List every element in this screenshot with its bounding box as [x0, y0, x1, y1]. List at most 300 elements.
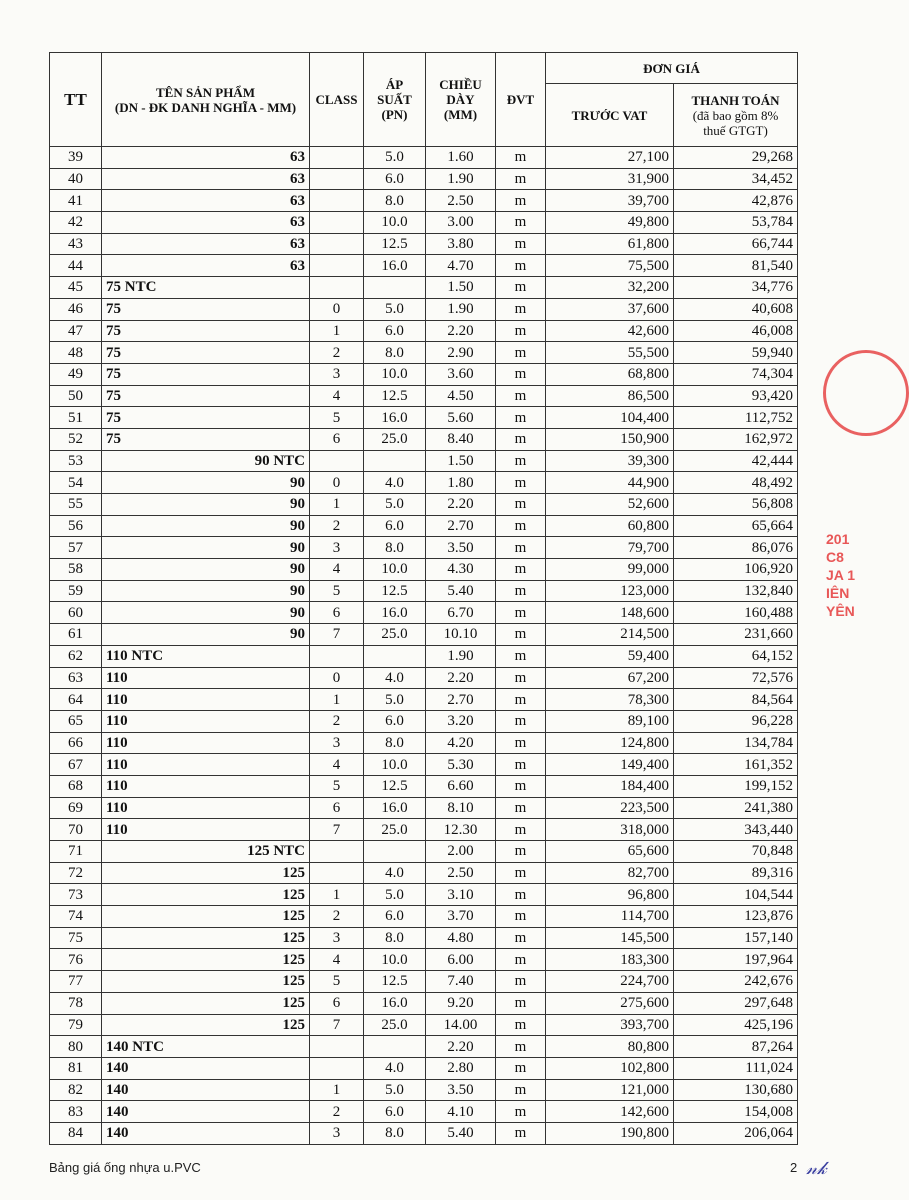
row-number: 84: [50, 1122, 102, 1144]
red-company-seal: [826, 530, 866, 690]
unit-cell: m: [496, 732, 546, 754]
price-with-vat: 199,152: [674, 775, 798, 797]
class-cell: 7: [310, 819, 364, 841]
price-with-vat: 297,648: [674, 992, 798, 1014]
table-row: [50, 255, 798, 277]
price-before-vat: 68,800: [546, 363, 674, 385]
row-number: 61: [50, 624, 102, 646]
class-cell: 3: [310, 732, 364, 754]
table-row: [50, 732, 798, 754]
price-with-vat: 56,808: [674, 494, 798, 516]
price-before-vat: 49,800: [546, 212, 674, 234]
price-before-vat: 79,700: [546, 537, 674, 559]
pressure-cell: 8.0: [364, 537, 426, 559]
price-before-vat: 42,600: [546, 320, 674, 342]
price-before-vat: 142,600: [546, 1101, 674, 1123]
row-number: 39: [50, 147, 102, 169]
product-size: 63: [102, 147, 310, 169]
thickness-cell: 1.80: [426, 472, 496, 494]
price-with-vat: 65,664: [674, 515, 798, 537]
row-number: 55: [50, 494, 102, 516]
price-before-vat: 39,700: [546, 190, 674, 212]
class-cell: [310, 862, 364, 884]
product-size: 125 NTC: [102, 841, 310, 863]
table-row: [50, 602, 798, 624]
row-number: 77: [50, 971, 102, 993]
unit-cell: m: [496, 884, 546, 906]
product-size: 63: [102, 190, 310, 212]
product-size: 90 NTC: [102, 450, 310, 472]
row-number: 43: [50, 233, 102, 255]
product-size: 125: [102, 971, 310, 993]
price-table: [49, 52, 798, 1145]
thickness-cell: 2.00: [426, 841, 496, 863]
pressure-cell: 16.0: [364, 255, 426, 277]
product-size: 140: [102, 1057, 310, 1079]
pressure-cell: 25.0: [364, 428, 426, 450]
product-size: 140 NTC: [102, 1036, 310, 1058]
pressure-cell: 6.0: [364, 168, 426, 190]
price-with-vat: 42,876: [674, 190, 798, 212]
row-number: 62: [50, 645, 102, 667]
row-number: 51: [50, 407, 102, 429]
class-cell: [310, 190, 364, 212]
pressure-cell: 4.0: [364, 472, 426, 494]
thickness-cell: 14.00: [426, 1014, 496, 1036]
thickness-cell: 4.80: [426, 927, 496, 949]
price-before-vat: 214,500: [546, 624, 674, 646]
pressure-cell: 6.0: [364, 906, 426, 928]
header-price-group: ĐƠN GIÁ: [546, 53, 798, 84]
price-before-vat: 61,800: [546, 233, 674, 255]
thickness-cell: 5.40: [426, 580, 496, 602]
class-cell: 3: [310, 1122, 364, 1144]
thickness-cell: 5.30: [426, 754, 496, 776]
thickness-cell: 6.70: [426, 602, 496, 624]
row-number: 40: [50, 168, 102, 190]
unit-cell: m: [496, 472, 546, 494]
class-cell: 2: [310, 710, 364, 732]
table-row: [50, 775, 798, 797]
class-cell: 5: [310, 580, 364, 602]
thickness-cell: 1.90: [426, 168, 496, 190]
row-number: 72: [50, 862, 102, 884]
row-number: 70: [50, 819, 102, 841]
table-row: [50, 992, 798, 1014]
class-cell: 3: [310, 537, 364, 559]
price-before-vat: 148,600: [546, 602, 674, 624]
product-size: 140: [102, 1122, 310, 1144]
price-with-vat: 70,848: [674, 841, 798, 863]
pressure-cell: 4.0: [364, 667, 426, 689]
pressure-cell: 12.5: [364, 580, 426, 602]
unit-cell: m: [496, 841, 546, 863]
table-row: [50, 1101, 798, 1123]
class-cell: [310, 1036, 364, 1058]
pressure-cell: 25.0: [364, 819, 426, 841]
table-row: [50, 212, 798, 234]
class-cell: 4: [310, 385, 364, 407]
row-number: 56: [50, 515, 102, 537]
table-row: [50, 1036, 798, 1058]
product-size: 110: [102, 732, 310, 754]
class-cell: 5: [310, 775, 364, 797]
price-with-vat: 84,564: [674, 689, 798, 711]
table-row: [50, 1014, 798, 1036]
price-before-vat: 44,900: [546, 472, 674, 494]
thickness-cell: 3.10: [426, 884, 496, 906]
class-cell: [310, 255, 364, 277]
pressure-cell: 10.0: [364, 559, 426, 581]
thickness-cell: 3.50: [426, 537, 496, 559]
class-cell: 4: [310, 754, 364, 776]
price-before-vat: 393,700: [546, 1014, 674, 1036]
pressure-cell: 10.0: [364, 754, 426, 776]
table-row: [50, 862, 798, 884]
table-row: [50, 385, 798, 407]
class-cell: [310, 1057, 364, 1079]
table-row: [50, 949, 798, 971]
table-row: [50, 710, 798, 732]
price-before-vat: 75,500: [546, 255, 674, 277]
price-before-vat: 55,500: [546, 342, 674, 364]
class-cell: [310, 841, 364, 863]
thickness-cell: 5.60: [426, 407, 496, 429]
row-number: 60: [50, 602, 102, 624]
product-size: 125: [102, 949, 310, 971]
price-with-vat: 59,940: [674, 342, 798, 364]
class-cell: 0: [310, 472, 364, 494]
class-cell: 5: [310, 971, 364, 993]
price-with-vat: 197,964: [674, 949, 798, 971]
thickness-cell: 4.50: [426, 385, 496, 407]
product-size: 90: [102, 537, 310, 559]
row-number: 79: [50, 1014, 102, 1036]
unit-cell: m: [496, 277, 546, 299]
unit-cell: m: [496, 298, 546, 320]
unit-cell: m: [496, 1101, 546, 1123]
row-number: 49: [50, 363, 102, 385]
unit-cell: m: [496, 190, 546, 212]
thickness-cell: 2.50: [426, 190, 496, 212]
row-number: 80: [50, 1036, 102, 1058]
class-cell: 1: [310, 884, 364, 906]
table-row: [50, 233, 798, 255]
pressure-cell: 5.0: [364, 689, 426, 711]
unit-cell: m: [496, 1079, 546, 1101]
unit-cell: m: [496, 255, 546, 277]
unit-cell: m: [496, 819, 546, 841]
thickness-cell: 1.90: [426, 298, 496, 320]
price-with-vat: 74,304: [674, 363, 798, 385]
pressure-cell: 16.0: [364, 602, 426, 624]
thickness-cell: 1.60: [426, 147, 496, 169]
pressure-cell: 8.0: [364, 927, 426, 949]
price-with-vat: 161,352: [674, 754, 798, 776]
product-size: 75: [102, 342, 310, 364]
price-before-vat: 318,000: [546, 819, 674, 841]
pressure-cell: 8.0: [364, 1122, 426, 1144]
class-cell: [310, 645, 364, 667]
row-number: 44: [50, 255, 102, 277]
row-number: 64: [50, 689, 102, 711]
pressure-cell: 5.0: [364, 147, 426, 169]
price-before-vat: 60,800: [546, 515, 674, 537]
price-with-vat: 162,972: [674, 428, 798, 450]
unit-cell: m: [496, 862, 546, 884]
unit-cell: m: [496, 689, 546, 711]
row-number: 42: [50, 212, 102, 234]
price-before-vat: 27,100: [546, 147, 674, 169]
product-size: 110: [102, 667, 310, 689]
thickness-cell: 5.40: [426, 1122, 496, 1144]
row-number: 63: [50, 667, 102, 689]
product-size: 125: [102, 1014, 310, 1036]
class-cell: 7: [310, 624, 364, 646]
class-cell: 0: [310, 298, 364, 320]
price-before-vat: 52,600: [546, 494, 674, 516]
price-with-vat: 157,140: [674, 927, 798, 949]
pressure-cell: 16.0: [364, 797, 426, 819]
price-before-vat: 80,800: [546, 1036, 674, 1058]
price-before-vat: 32,200: [546, 277, 674, 299]
pressure-cell: 5.0: [364, 884, 426, 906]
price-with-vat: 42,444: [674, 450, 798, 472]
thickness-cell: 2.20: [426, 494, 496, 516]
table-row: [50, 320, 798, 342]
seal-text: YÊN: [826, 603, 855, 619]
thickness-cell: 4.10: [426, 1101, 496, 1123]
price-with-vat: 241,380: [674, 797, 798, 819]
thickness-cell: 2.70: [426, 515, 496, 537]
pressure-cell: 8.0: [364, 732, 426, 754]
price-with-vat: 134,784: [674, 732, 798, 754]
price-table-body: [50, 147, 798, 1145]
class-cell: 4: [310, 949, 364, 971]
unit-cell: m: [496, 992, 546, 1014]
price-before-vat: 190,800: [546, 1122, 674, 1144]
pressure-cell: [364, 277, 426, 299]
price-before-vat: 223,500: [546, 797, 674, 819]
price-before-vat: 82,700: [546, 862, 674, 884]
class-cell: 3: [310, 927, 364, 949]
class-cell: [310, 147, 364, 169]
class-cell: 1: [310, 320, 364, 342]
price-before-vat: 78,300: [546, 689, 674, 711]
pressure-cell: 8.0: [364, 190, 426, 212]
price-before-vat: 31,900: [546, 168, 674, 190]
row-number: 53: [50, 450, 102, 472]
thickness-cell: 3.80: [426, 233, 496, 255]
thickness-cell: 2.50: [426, 862, 496, 884]
price-with-vat: 87,264: [674, 1036, 798, 1058]
unit-cell: m: [496, 342, 546, 364]
unit-cell: m: [496, 233, 546, 255]
unit-cell: m: [496, 537, 546, 559]
unit-cell: m: [496, 363, 546, 385]
pressure-cell: 25.0: [364, 624, 426, 646]
class-cell: 5: [310, 407, 364, 429]
class-cell: 7: [310, 1014, 364, 1036]
price-before-vat: 65,600: [546, 841, 674, 863]
row-number: 68: [50, 775, 102, 797]
thickness-cell: 6.60: [426, 775, 496, 797]
row-number: 45: [50, 277, 102, 299]
unit-cell: m: [496, 515, 546, 537]
thickness-cell: 4.20: [426, 732, 496, 754]
table-row: [50, 190, 798, 212]
table-row: [50, 797, 798, 819]
product-size: 90: [102, 559, 310, 581]
product-size: 110 NTC: [102, 645, 310, 667]
class-cell: 2: [310, 342, 364, 364]
product-size: 75: [102, 320, 310, 342]
product-size: 90: [102, 472, 310, 494]
thickness-cell: 3.20: [426, 710, 496, 732]
class-cell: [310, 212, 364, 234]
pressure-cell: 5.0: [364, 1079, 426, 1101]
product-size: 140: [102, 1101, 310, 1123]
price-before-vat: 104,400: [546, 407, 674, 429]
row-number: 73: [50, 884, 102, 906]
row-number: 81: [50, 1057, 102, 1079]
unit-cell: m: [496, 645, 546, 667]
row-number: 75: [50, 927, 102, 949]
price-before-vat: 114,700: [546, 906, 674, 928]
price-with-vat: 48,492: [674, 472, 798, 494]
product-size: 125: [102, 862, 310, 884]
row-number: 71: [50, 841, 102, 863]
class-cell: 2: [310, 906, 364, 928]
price-before-vat: 37,600: [546, 298, 674, 320]
unit-cell: m: [496, 971, 546, 993]
product-size: 110: [102, 797, 310, 819]
price-before-vat: 99,000: [546, 559, 674, 581]
header-thickness: CHIỀU DÀY (MM): [426, 53, 496, 147]
pressure-cell: 25.0: [364, 1014, 426, 1036]
table-row: [50, 841, 798, 863]
price-with-vat: 34,776: [674, 277, 798, 299]
unit-cell: m: [496, 407, 546, 429]
unit-cell: m: [496, 147, 546, 169]
price-before-vat: 67,200: [546, 667, 674, 689]
unit-cell: m: [496, 927, 546, 949]
row-number: 59: [50, 580, 102, 602]
pressure-cell: 6.0: [364, 320, 426, 342]
product-size: 110: [102, 754, 310, 776]
product-size: 90: [102, 624, 310, 646]
product-size: 63: [102, 168, 310, 190]
pressure-cell: 16.0: [364, 992, 426, 1014]
price-with-vat: 160,488: [674, 602, 798, 624]
product-size: 75 NTC: [102, 277, 310, 299]
product-size: 90: [102, 580, 310, 602]
class-cell: 6: [310, 428, 364, 450]
class-cell: 1: [310, 494, 364, 516]
product-size: 90: [102, 602, 310, 624]
thickness-cell: 1.50: [426, 450, 496, 472]
price-with-vat: 154,008: [674, 1101, 798, 1123]
row-number: 47: [50, 320, 102, 342]
thickness-cell: 2.20: [426, 667, 496, 689]
table-row: [50, 689, 798, 711]
price-before-vat: 86,500: [546, 385, 674, 407]
table-row: [50, 472, 798, 494]
price-with-vat: 64,152: [674, 645, 798, 667]
product-size: 125: [102, 992, 310, 1014]
seal-text: JA 1: [826, 567, 856, 583]
pressure-cell: [364, 450, 426, 472]
table-row: [50, 428, 798, 450]
class-cell: [310, 277, 364, 299]
class-cell: 1: [310, 1079, 364, 1101]
unit-cell: m: [496, 754, 546, 776]
price-with-vat: 66,744: [674, 233, 798, 255]
product-size: 75: [102, 407, 310, 429]
thickness-cell: 12.30: [426, 819, 496, 841]
price-before-vat: 123,000: [546, 580, 674, 602]
row-number: 54: [50, 472, 102, 494]
pressure-cell: 4.0: [364, 862, 426, 884]
price-before-vat: 59,400: [546, 645, 674, 667]
row-number: 65: [50, 710, 102, 732]
pressure-cell: 5.0: [364, 494, 426, 516]
class-cell: 6: [310, 797, 364, 819]
price-with-vat: 34,452: [674, 168, 798, 190]
price-before-vat: 89,100: [546, 710, 674, 732]
header-unit: ĐVT: [496, 53, 546, 147]
table-row: [50, 298, 798, 320]
row-number: 48: [50, 342, 102, 364]
unit-cell: m: [496, 1014, 546, 1036]
table-row: [50, 1057, 798, 1079]
handwritten-signature: 𝓃𝓀: [806, 1158, 827, 1178]
unit-cell: m: [496, 1122, 546, 1144]
table-row: [50, 494, 798, 516]
unit-cell: m: [496, 949, 546, 971]
table-row: [50, 754, 798, 776]
price-with-vat: 106,920: [674, 559, 798, 581]
table-row: [50, 624, 798, 646]
price-with-vat: 46,008: [674, 320, 798, 342]
unit-cell: m: [496, 494, 546, 516]
pressure-cell: 10.0: [364, 212, 426, 234]
price-before-vat: 39,300: [546, 450, 674, 472]
row-number: 82: [50, 1079, 102, 1101]
product-size: 75: [102, 385, 310, 407]
pressure-cell: 16.0: [364, 407, 426, 429]
class-cell: 4: [310, 559, 364, 581]
table-row: [50, 667, 798, 689]
unit-cell: m: [496, 428, 546, 450]
row-number: 57: [50, 537, 102, 559]
table-row: [50, 147, 798, 169]
price-with-vat: 112,752: [674, 407, 798, 429]
thickness-cell: 1.50: [426, 277, 496, 299]
unit-cell: m: [496, 624, 546, 646]
price-with-vat: 81,540: [674, 255, 798, 277]
price-before-vat: 149,400: [546, 754, 674, 776]
table-row: [50, 645, 798, 667]
row-number: 69: [50, 797, 102, 819]
price-with-vat: 104,544: [674, 884, 798, 906]
unit-cell: m: [496, 212, 546, 234]
header-before-vat: TRƯỚC VAT: [546, 84, 674, 147]
price-before-vat: 275,600: [546, 992, 674, 1014]
pressure-cell: 10.0: [364, 949, 426, 971]
price-with-vat: 130,680: [674, 1079, 798, 1101]
table-row: [50, 927, 798, 949]
